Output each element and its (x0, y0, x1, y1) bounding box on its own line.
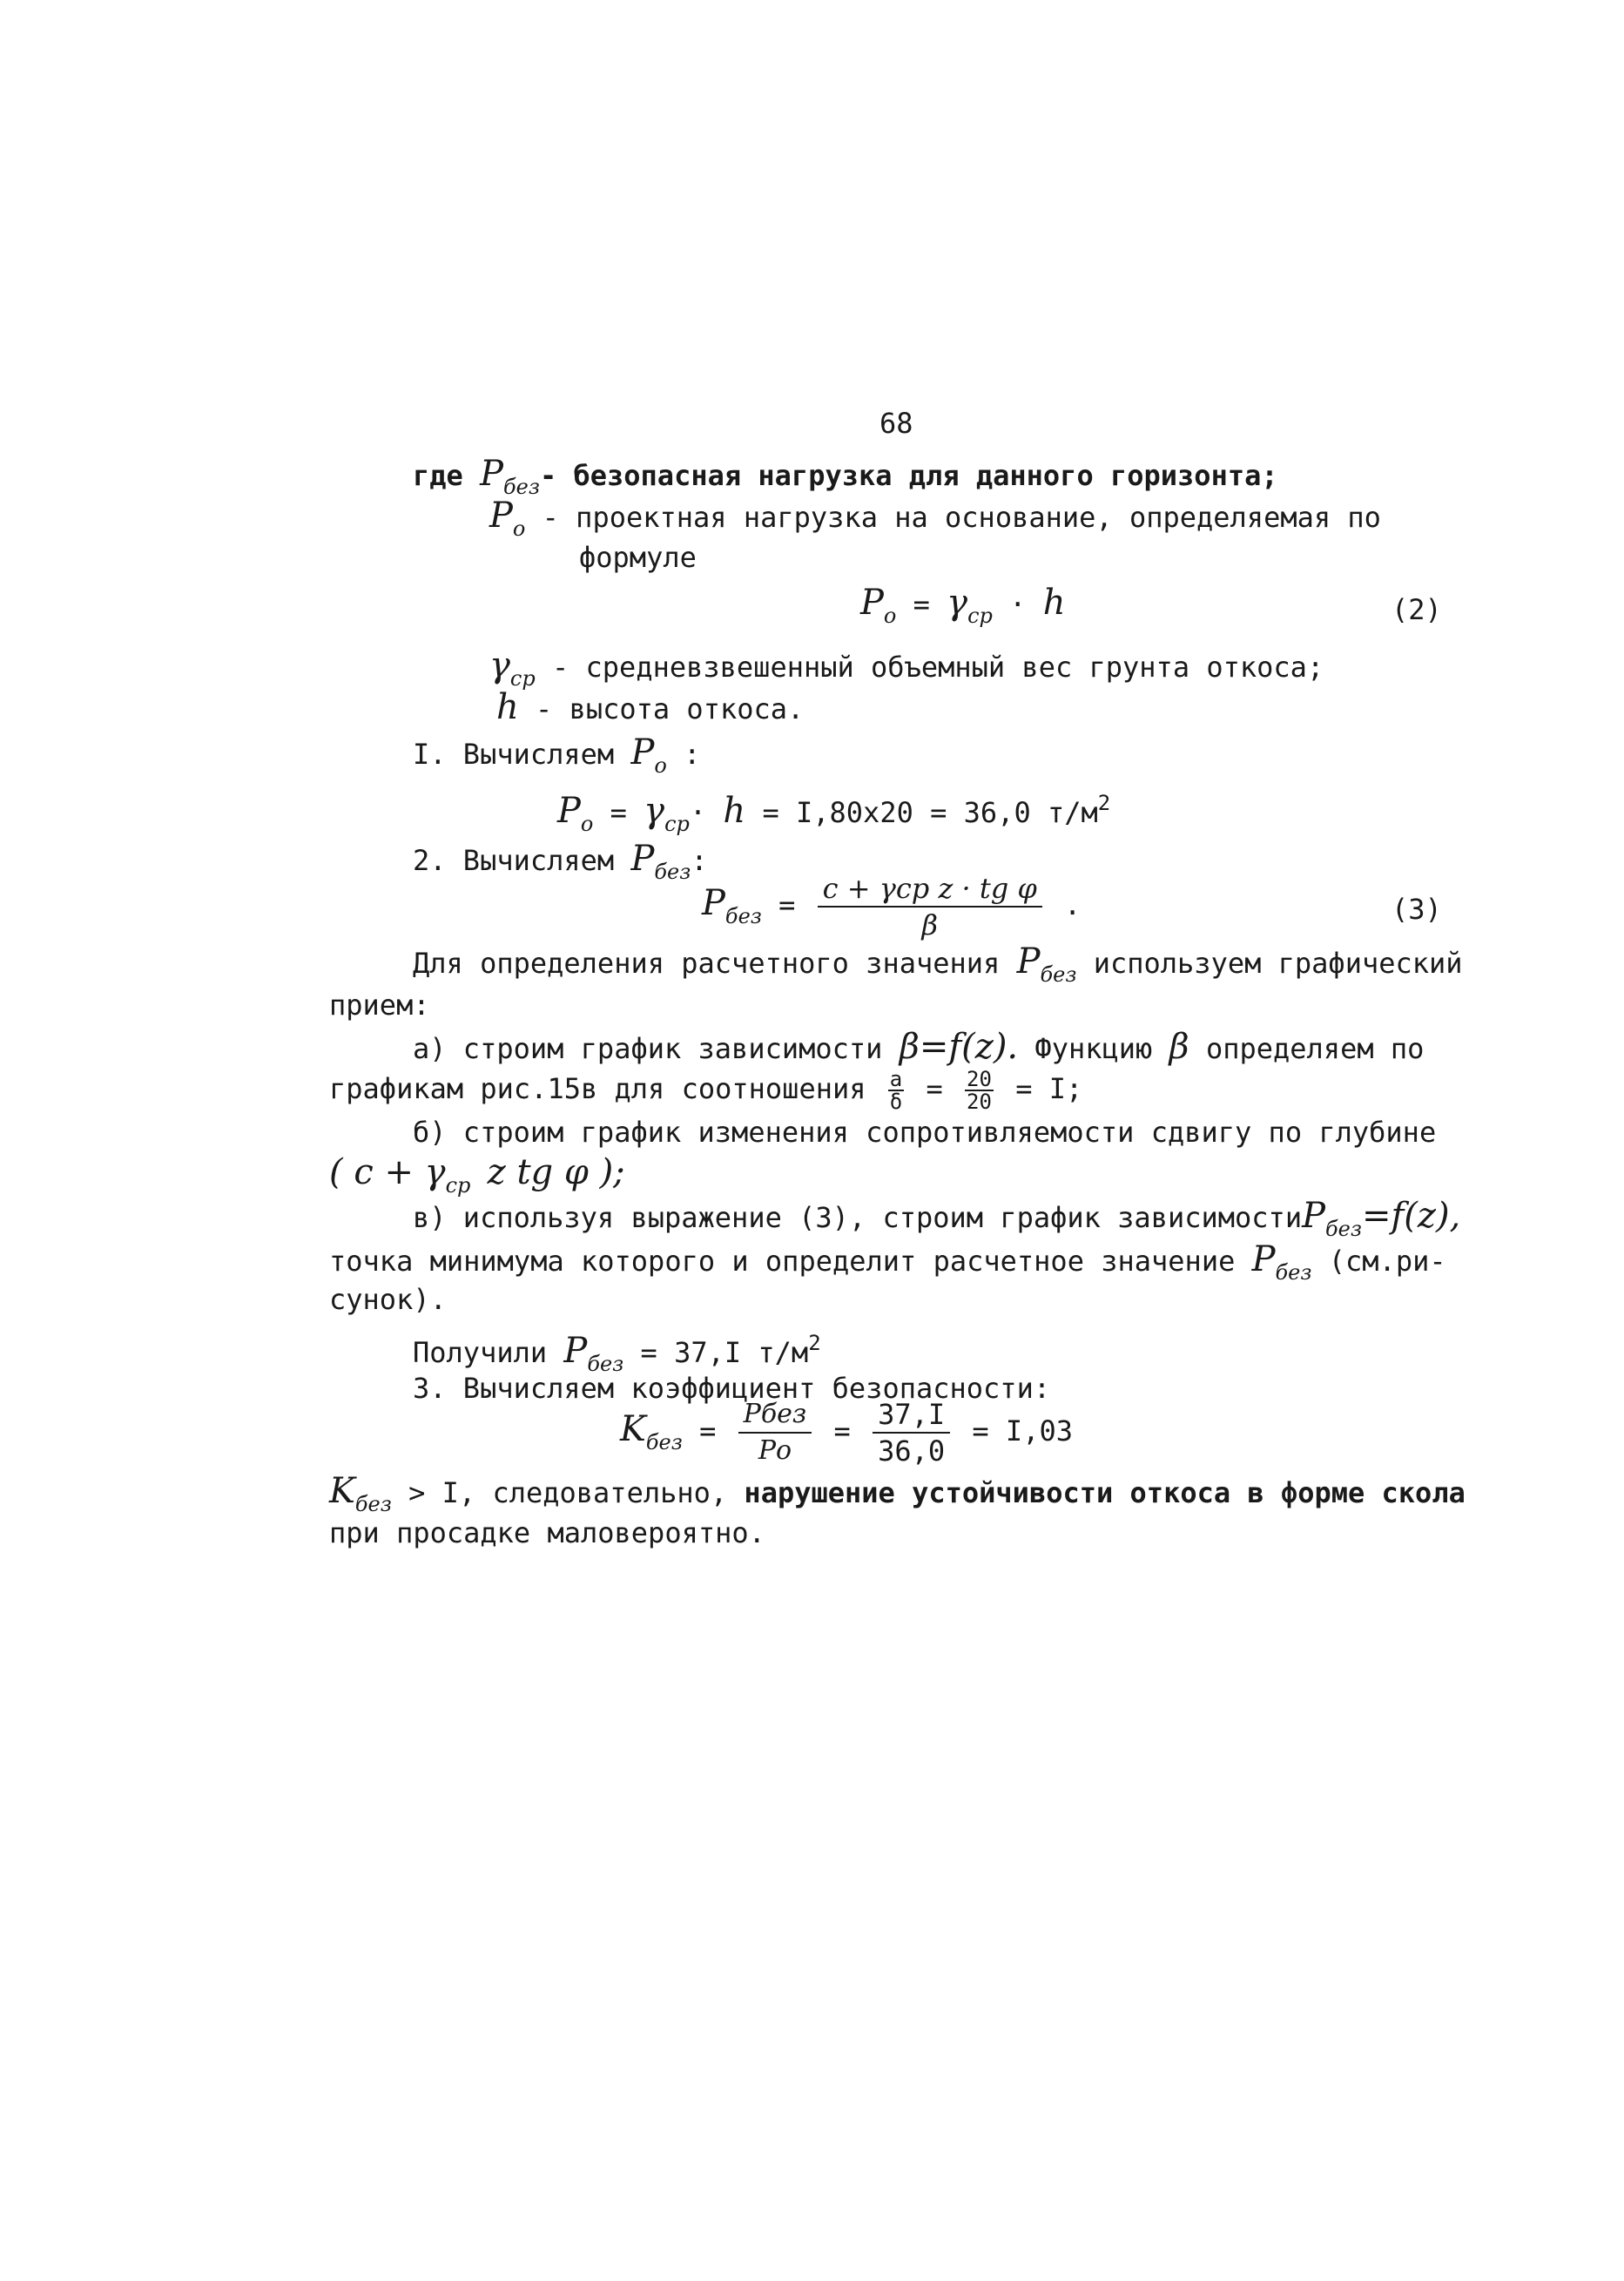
step-2: 2. Вычисляем $P_{без}$: (413, 839, 708, 884)
para-1-line-1: Для определения расчетного значения $P_{без}$ используем графический (413, 941, 1463, 987)
where-lead: где (413, 459, 463, 492)
item-b-line-2: ( $c + \gamma_{ср}$ z tg φ ); (329, 1152, 625, 1198)
symbol-P0: $P_о$ (489, 496, 526, 541)
h-def: h - высота откоса. (496, 687, 805, 727)
def-P0-text: - проектная нагрузка на основание, определяемая по (542, 501, 1381, 534)
item-b-line-1: б) строим график изменения сопротивляемости сдвигу по глубине (413, 1116, 1437, 1149)
item-v-line-1: в) используя выражение (3), строим график зависимостиP$_{без}$=f(z), (413, 1196, 1461, 1241)
step-3-calc: $K_{без}$ = $\frac{\text{Pбез}}{Pо}$ = $\frac{37,I}{36,0}$ = I,03 (620, 1398, 1073, 1468)
formula-3-number: (3) (1392, 893, 1442, 926)
formula-2-number: (2) (1392, 593, 1442, 626)
item-a-line-2: графикам рис.15в для соотношения $\frac{a}{\delta}$ = $\frac{20}{20}$ = I; (329, 1067, 1083, 1114)
conclusion-line-2: при просадке маловероятно. (329, 1516, 765, 1549)
item-v-line-3: сунок). (329, 1283, 447, 1316)
step-1-calc: $P_о = \gamma_{ср}\cdot h = I,80x20 = 36,0$ $т/м^2$ (557, 791, 1111, 836)
def-P0-cont: формуле (579, 541, 697, 574)
def-P-bez: - безопасная нагрузка для данного горизонта; (539, 459, 1278, 492)
para-1-line-2: прием: (329, 989, 430, 1022)
item-a-line-1: а) строим график зависимости β=f(z). Функцию β определяем по (413, 1027, 1425, 1067)
item-v-line-2: точка минимума которого и определит расчетное значение $P_{без}$ (см.ри- (329, 1239, 1446, 1285)
result-line: Получили $P_{без} = 37,I$ $т/м^2$ (413, 1331, 821, 1376)
step-3: 3. Вычисляем коэффициент безопасности: (413, 1372, 1051, 1405)
step-1: I. Вычисляем $P_о$ : (413, 732, 701, 778)
formula-2: $P_о = \gamma_{ср} \cdot h$ (860, 583, 1066, 628)
formula-3: $P_{без}$ = $\frac{\text{c + γср z · tg φ}}{\beta}$ . (702, 872, 1082, 941)
gamma-def: $\gamma_{ср}$ - средневзвешенный объемный вес грунта откоса; (489, 645, 1324, 691)
page-number: 68 (879, 407, 913, 440)
formula-3-denominator: β (921, 908, 938, 941)
formula-3-numerator: c + γср z · tg φ (818, 871, 1042, 908)
conclusion-line-1: $K_{без} > I$, следовательно, нарушение устойчивости откоса в форме скола (329, 1471, 1466, 1516)
symbol-P-bez: $P_{без}$ (480, 454, 540, 499)
